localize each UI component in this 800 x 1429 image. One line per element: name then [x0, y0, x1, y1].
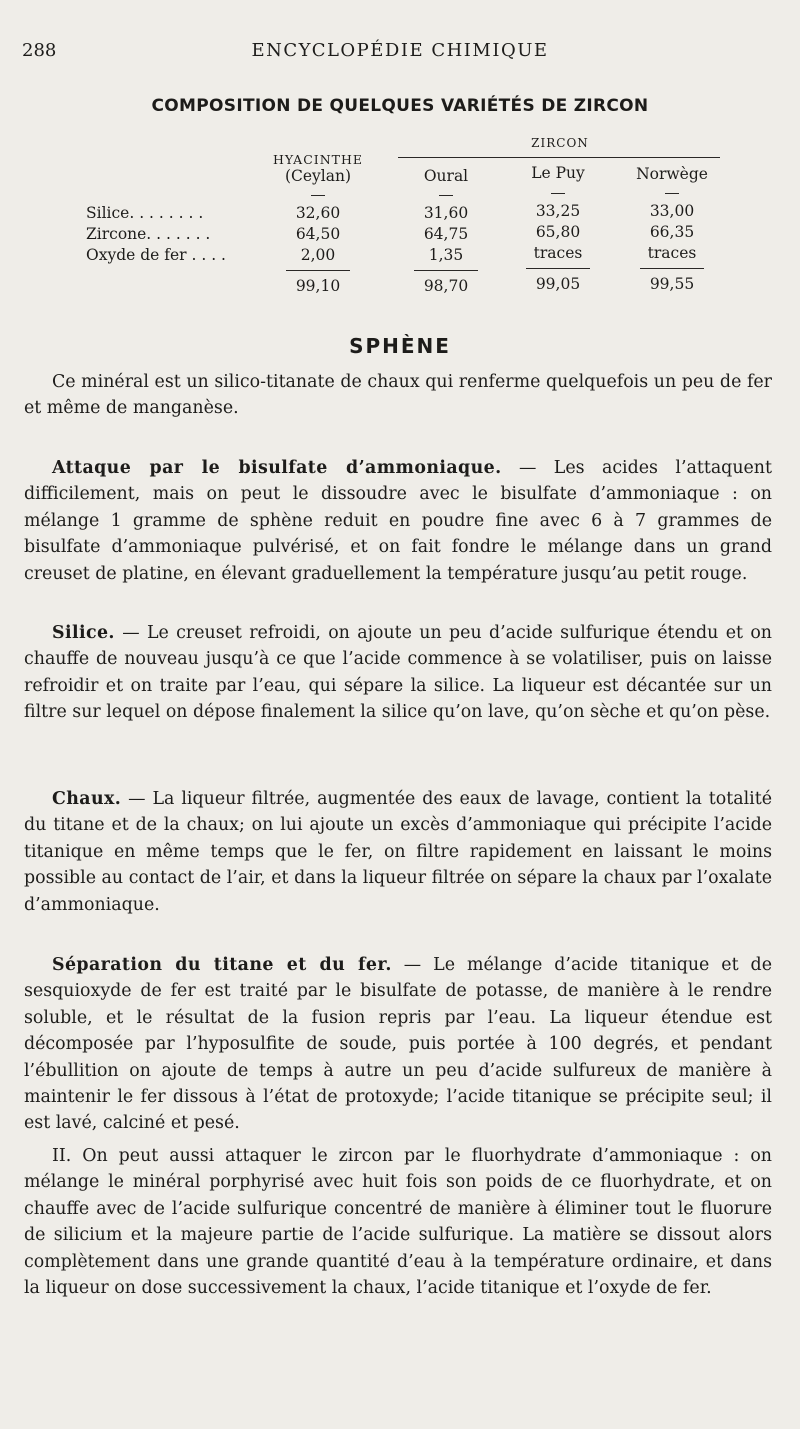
total-cell: 99,05 — [535, 275, 581, 293]
total-rule — [640, 268, 704, 269]
table-cell: 64,50 — [295, 225, 341, 243]
paragraph-text: Ce minéral est un silico-titanate de chaux qui renferme quelquefois un peu de fer et même de manganèse. — [24, 372, 772, 419]
paragraph-chaux — [24, 786, 772, 918]
table-cell: 64,75 — [423, 225, 469, 243]
table-cell: traces — [533, 244, 583, 262]
header-dash — [439, 195, 453, 196]
table-title: COMPOSITION DE QUELQUES VARIÉTÉS DE ZIRCON — [151, 96, 649, 116]
table-cell: 2,00 — [300, 246, 336, 264]
paragraph-text: — La liqueur filtrée, augmentée des eaux de lavage, contient la totalité du titane et de la chaux; on lui ajoute un excès d’ammoniaque qui précipite l’acide titanique en même temps que le fer, on filtre rapidement en laissant le moins possible au contact de l’air, et dans la liqueur filtrée on sépare la chaux par l’oxalate d’ammoniaque. — [24, 789, 772, 915]
table-cell: traces — [647, 244, 697, 262]
header-dash — [551, 193, 565, 194]
table-cell: 1,35 — [428, 246, 464, 264]
paragraph-text: — Le mélange d’acide titanique et de sesquioxyde de fer est traité par le bisulfate de potasse, de manière à le rendre soluble, et le résultat de la fusion repris par l’eau. La liqueur étendue est décomposée par l’hyposulfite de soude, puis portée à 100 degrés, et pendant l’ébullition on ajoute de temps à autre un peu d’acide sulfureux de manière à maintenir le fer dissous à l’état de protoxyde; l’acide titanique se précipite seul; il est lavé, calciné et pesé. — [24, 955, 772, 1134]
page-number: 288 — [22, 40, 57, 61]
table-cell: 33,25 — [535, 202, 581, 220]
header-dash — [311, 195, 325, 196]
row-label-silice: Silice. . . . . . . . — [86, 204, 204, 222]
table-cell: 66,35 — [649, 223, 695, 241]
column-header-hyacinthe: HYACINTHE — [272, 152, 363, 167]
running-title: ENCYCLOPÉDIE CHIMIQUE — [251, 40, 549, 61]
table-cell: 32,60 — [295, 204, 341, 222]
paragraph-silice — [24, 620, 772, 726]
paragraph-heading: Chaux. — [52, 789, 122, 809]
paragraph-heading: Silice. — [52, 623, 115, 643]
row-label-oxyde-de-fer: Oxyde de fer . . . . — [86, 246, 226, 264]
header-dash — [665, 193, 679, 194]
section-title: SPHÈNE — [349, 334, 451, 358]
table-cell: 65,80 — [535, 223, 581, 241]
total-rule — [414, 270, 478, 271]
row-label-zircone: Zircone. . . . . . . — [86, 225, 211, 243]
paragraph-separation — [24, 952, 772, 1137]
group-header-zircon: ZIRCON — [531, 136, 589, 150]
column-header-norwege: Norwège — [636, 165, 708, 183]
group-header-rule — [398, 157, 720, 158]
paragraph-attaque — [24, 455, 772, 587]
paragraph-intro — [24, 369, 772, 422]
paragraph-heading: Attaque par le bisulfate d’ammoniaque. — [52, 458, 502, 478]
total-cell: 99,55 — [649, 275, 695, 293]
total-rule — [286, 270, 350, 271]
table-cell: 33,00 — [649, 202, 695, 220]
table-cell: 31,60 — [423, 204, 469, 222]
paragraph-text: — Les acides l’attaquent difficilement, mais on peut le dissoudre avec le bisulfate d’ammoniaque : on mélange 1 gramme de sphène reduit en poudre fine avec 6 à 7 grammes de bisulfate d’ammoniaque pulvérisé, et on fait fondre le mélange dans un grand creuset de platine, en élevant graduellement la température jusqu’au petit rouge. — [24, 458, 772, 584]
column-header-ceylan: (Ceylan) — [284, 167, 352, 185]
paragraph-heading: Séparation du titane et du fer. — [52, 955, 392, 975]
paragraph-text: — Le creuset refroidi, on ajoute un peu d’acide sulfurique étendu et on chauffe de nouveau jusqu’à ce que l’acide commence à se volatiliser, puis on laisse refroidir et on traite par l’eau, qui sépare la silice. La liqueur est décantée sur un filtre sur lequel on dépose finalement la silice qu’on lave, qu’on sèche et qu’on pèse. — [24, 623, 772, 723]
total-cell: 98,70 — [423, 277, 469, 295]
paragraph-fluorhydrate — [24, 1143, 772, 1301]
column-header-le-puy: Le Puy — [531, 164, 585, 182]
total-cell: 99,10 — [295, 277, 341, 295]
paragraph-text: II. On peut aussi attaquer le zircon par le fluorhydrate d’ammoniaque : on mélange le minéral porphyrisé avec huit fois son poids de ce fluorhydrate, et on chauffe avec de l’acide sulfurique concentré de manière à éliminer tout le fluorure de silicium et la majeure partie de l’acide sulfurique. La matière se dissout alors complètement dans une grande quantité d’eau à la température ordinaire, et dans la liqueur on dose successivement la chaux, l’acide titanique et l’oxyde de fer. — [24, 1146, 772, 1299]
composition-table — [0, 0, 800, 310]
column-header-oural: Oural — [423, 167, 469, 185]
total-rule — [526, 268, 590, 269]
